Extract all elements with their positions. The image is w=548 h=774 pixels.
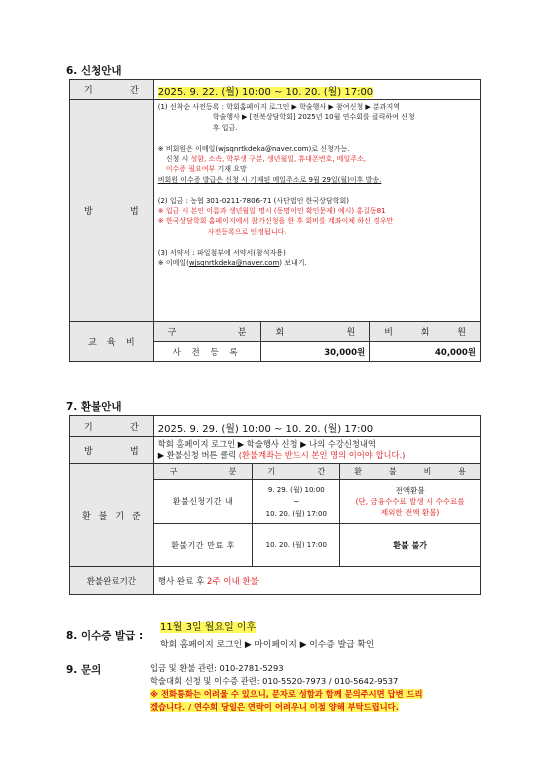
section7-title: 7. 환불안내 [66, 401, 122, 413]
certificate-path: 학회 홈페이지 로그인 ▶ 마이페이지 ▶ 이수증 발급 확인 [160, 640, 375, 650]
method-content [153, 100, 480, 322]
nonmember-line4: 비회원 이수증 발급은 신청 시 기재된 메일주소로 9월 29일(월)이후 발송. [157, 175, 382, 184]
refund-method-cell [153, 437, 480, 464]
consent-line1: (3) 서약서 : 파일첨부에 서약서(참석자용) [157, 248, 286, 257]
refund-period-cell [153, 416, 480, 437]
refund-method-line2: ▶ 환불신청 버튼 클릭 (환불계좌는 반드시 본인 명의 이어야 합니다.) [157, 450, 406, 460]
section9-title: 9. 문의 [66, 664, 102, 676]
consent-line2: ※ 이메일(wjsqnrtkdeka@naver.com) 보내기. [157, 259, 307, 268]
refund-method-line1: 학회 홈페이지 로그인 ▶ 학술행사 신청 ▶ 나의 수강신청내역 [157, 439, 376, 449]
contact-line1: 입금 및 환불 관련: 010-2781-5293 [150, 663, 284, 673]
contact-line2: 학술대회 신청 및 이수증 관련: 010-5520-7973 / 010-5642-9537 [150, 676, 399, 686]
deposit-line1: (2) 입금 : 농협 301-0211-7806-71 (사단법인 한국상담학회) [157, 196, 349, 205]
criteria-label: 환 불 기 준 [82, 511, 141, 522]
criteria-label-cell [70, 464, 154, 567]
consent-email-link[interactable]: wjsqnrtkdeka@naver.com [188, 259, 280, 268]
crit-row1-cost: 전액환불 (단, 금융수수료 발생 시 수수료를 제외한 전액 환불) [340, 480, 481, 524]
complete-label: 환불완료기간 [70, 567, 154, 595]
period-value-cell [153, 80, 480, 100]
crit-row1-period: 9. 29. (월) 10:00 ~ 10. 20. (월) 17:00 [253, 480, 340, 524]
crit-head-period: 기 간 [253, 464, 340, 480]
refund-method-label: 방 법 [84, 446, 139, 457]
nonmember-line2: 신청 시 성함, 소속, 학부생 구분, 생년월일, 휴대폰번호, 메일주소, [165, 155, 366, 164]
crit-row2-period: 10. 20. (월) 17:00 [253, 524, 340, 567]
deposit-line4: 사전등록으로 인정됩니다. [207, 227, 287, 236]
method-label: 방 법 [84, 207, 139, 217]
fee-nonmember: 40,000원 [370, 342, 481, 362]
refund-period-value: 2025. 9. 29. (월) 10:00 ~ 10. 20. (월) 17:00 [157, 423, 374, 435]
crit-row2-label: 환불기간 만료 후 [153, 524, 253, 567]
contact-line3: ※ 전화통화는 어려울 수 있으니, 문자로 성함과 함께 문의주시면 답변 드리 [150, 689, 423, 699]
method-step1-line3: 후 입금. [212, 123, 238, 132]
fee-label-cell [70, 322, 154, 362]
section8-title: 8. 이수증 발급 : [66, 630, 144, 642]
refund-table [69, 415, 481, 595]
fee-head-nonmember: 비 회 원 [370, 322, 481, 342]
deposit-line2: ※ 입금 시 본인 이름과 생년월일 명시 (동명이인 확인문제) 예시) 홍길동81 [157, 207, 386, 216]
refund-period-label: 기 간 [84, 422, 139, 433]
nonmember-line1: ※ 비회원은 이메일(wjsqnrtkdeka@naver.com)로 신청가능. [157, 144, 350, 153]
certificate-date: 11월 3일 월요일 이후 [160, 622, 257, 633]
period-value: 2025. 9. 22. (월) 10:00 ~ 10. 20. (월) 17:00 [157, 87, 374, 98]
application-table [69, 79, 481, 362]
refund-method-label-cell [70, 437, 154, 464]
method-step1-line1: (1) 선착순 사전등록 : 학회홈페이지 로그인 ▶ 학술행사 ▶ 참여신청 ▶ 분과지역 [157, 103, 400, 111]
contact-line4: 겠습니다. / 연수회 당일은 연락이 어려우니 이점 양해 부탁드립니다. [150, 702, 399, 712]
nonmember-line3: 이수증 필요여부 기재 요망 [165, 165, 247, 174]
crit-head-category: 구 분 [153, 464, 253, 480]
fee-member: 30,000원 [261, 342, 370, 362]
crit-row2-cost: 환불 불가 [340, 524, 481, 567]
complete-cell: 행사 완료 후 2주 이내 환불 [153, 567, 480, 595]
deposit-line3: ※ 한국상담학회 홈페이지에서 참가신청을 한 후 회비를 계좌이체 하신 경우만 [157, 217, 394, 226]
fee-head-member: 회 원 [261, 322, 370, 342]
period-label: 기 간 [84, 86, 139, 96]
fee-head-category: 구 분 [153, 322, 261, 342]
method-label-cell [70, 100, 154, 322]
fee-label: 교 육 비 [88, 338, 135, 348]
crit-row1-label: 환불신청기간 내 [153, 480, 253, 524]
fee-row-label: 사 전 등 록 [153, 342, 261, 362]
crit-head-cost: 환 불 비 용 [340, 464, 481, 480]
section6-title: 6. 신청안내 [66, 65, 122, 77]
method-step1-line2: 학술행사 ▶ [전북상담학회] 2025년 10월 연수회를 클릭하여 신청 [212, 113, 415, 122]
contact-block [150, 662, 423, 714]
refund-period-label-cell [70, 416, 154, 437]
period-label-cell [70, 80, 154, 100]
